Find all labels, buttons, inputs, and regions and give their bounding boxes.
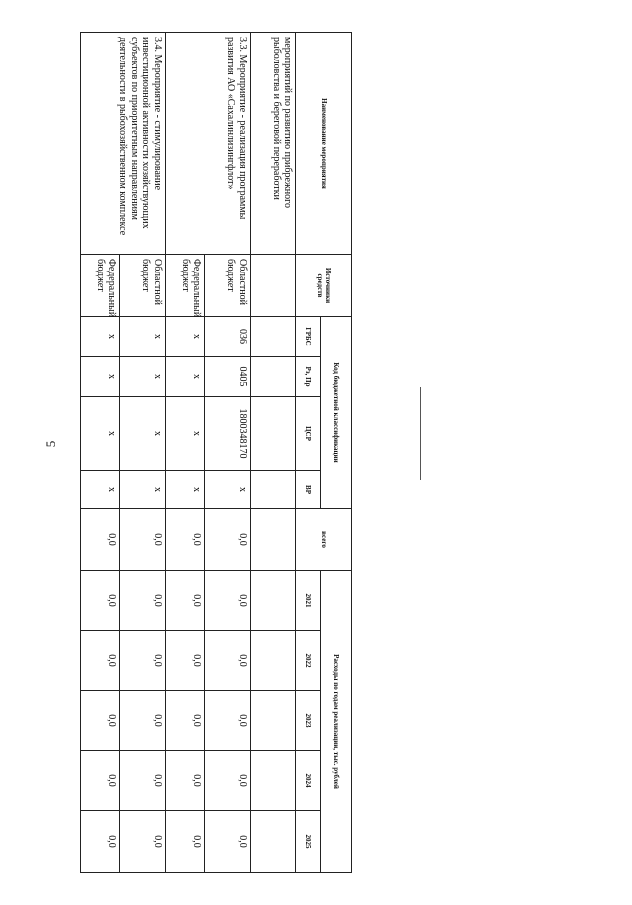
cell-2021: 0,0 [165, 571, 204, 631]
empty-cell [250, 509, 296, 571]
cell-grbs: 036 [205, 317, 251, 357]
empty-cell [250, 751, 296, 811]
row-source: Федеральный бюджет [165, 255, 204, 317]
row-source: Областной бюджет [205, 255, 251, 317]
cell-2025: 0,0 [120, 811, 166, 873]
cell-rzpr: х [81, 357, 120, 397]
header-source: Источники средств [296, 255, 352, 317]
empty-cell [250, 811, 296, 873]
header-csr: ЦСР [296, 397, 321, 471]
signature-line [420, 387, 421, 480]
header-budget-code: Код бюджетной классификации [320, 317, 351, 509]
header-rzpr: Рз, Пр [296, 357, 321, 397]
empty-cell [250, 357, 296, 397]
cell-2022: 0,0 [120, 631, 166, 691]
cell-grbs: х [165, 317, 204, 357]
cell-2021: 0,0 [81, 571, 120, 631]
cell-rzpr: х [120, 357, 166, 397]
cell-2024: 0,0 [81, 751, 120, 811]
cell-vr: х [120, 471, 166, 509]
budget-table [80, 32, 352, 873]
row-name: 3.3. Мероприятие - реализация программы развития АО «Сахалинлизингфлот» [165, 33, 250, 255]
empty-cell [250, 397, 296, 471]
cell-2025: 0,0 [165, 811, 204, 873]
cell-vr: х [81, 471, 120, 509]
empty-cell [250, 571, 296, 631]
cell-rzpr: 0405 [205, 357, 251, 397]
page-number: 5 [43, 440, 58, 448]
cell-csr: х [81, 397, 120, 471]
empty-cell [250, 255, 296, 317]
header-2025: 2025 [296, 811, 321, 873]
header-2021: 2021 [296, 571, 321, 631]
table-row [120, 33, 166, 873]
header-total: всего [296, 509, 352, 571]
rotated-table [80, 32, 352, 872]
cell-2023: 0,0 [120, 691, 166, 751]
cell-2023: 0,0 [205, 691, 251, 751]
row-source: Областной бюджет [120, 255, 166, 317]
header-2024: 2024 [296, 751, 321, 811]
cell-total: 0,0 [205, 509, 251, 571]
cell-2022: 0,0 [81, 631, 120, 691]
row-name: мероприятий по развитию прибрежного рыболовства и береговой переработки [250, 33, 296, 255]
cell-2022: 0,0 [165, 631, 204, 691]
header-vr: ВР [296, 471, 321, 509]
cell-csr: х [120, 397, 166, 471]
cell-2022: 0,0 [205, 631, 251, 691]
empty-cell [250, 317, 296, 357]
cell-csr: 1800348170 [205, 397, 251, 471]
cell-2025: 0,0 [81, 811, 120, 873]
cell-2023: 0,0 [81, 691, 120, 751]
cell-grbs: х [81, 317, 120, 357]
cell-2024: 0,0 [120, 751, 166, 811]
cell-vr: х [165, 471, 204, 509]
cell-2021: 0,0 [120, 571, 166, 631]
header-row-1 [320, 33, 351, 873]
table-row [250, 33, 296, 873]
empty-cell [250, 691, 296, 751]
header-2023: 2023 [296, 691, 321, 751]
table-row [205, 33, 251, 873]
header-grbs: ГРБС [296, 317, 321, 357]
row-name: 3.4. Мероприятие - стимулирование инвестиционной активности хозяйствующих субъектов по приоритетным направлениям деятельности в рыбохозяйственном комплексе [81, 33, 166, 255]
cell-rzpr: х [165, 357, 204, 397]
empty-cell [250, 631, 296, 691]
cell-total: 0,0 [165, 509, 204, 571]
header-name: Наименование мероприятия [296, 33, 352, 255]
cell-2025: 0,0 [205, 811, 251, 873]
cell-2024: 0,0 [205, 751, 251, 811]
cell-vr: х [205, 471, 251, 509]
cell-2024: 0,0 [165, 751, 204, 811]
header-2022: 2022 [296, 631, 321, 691]
cell-total: 0,0 [81, 509, 120, 571]
cell-total: 0,0 [120, 509, 166, 571]
cell-2021: 0,0 [205, 571, 251, 631]
row-source: Федеральный бюджет [81, 255, 120, 317]
cell-2023: 0,0 [165, 691, 204, 751]
cell-grbs: х [120, 317, 166, 357]
header-expenses: Расходы по годам реализации, тыс. рублей [320, 571, 351, 873]
cell-csr: х [165, 397, 204, 471]
empty-cell [250, 471, 296, 509]
rotated-table-container [80, 32, 352, 872]
